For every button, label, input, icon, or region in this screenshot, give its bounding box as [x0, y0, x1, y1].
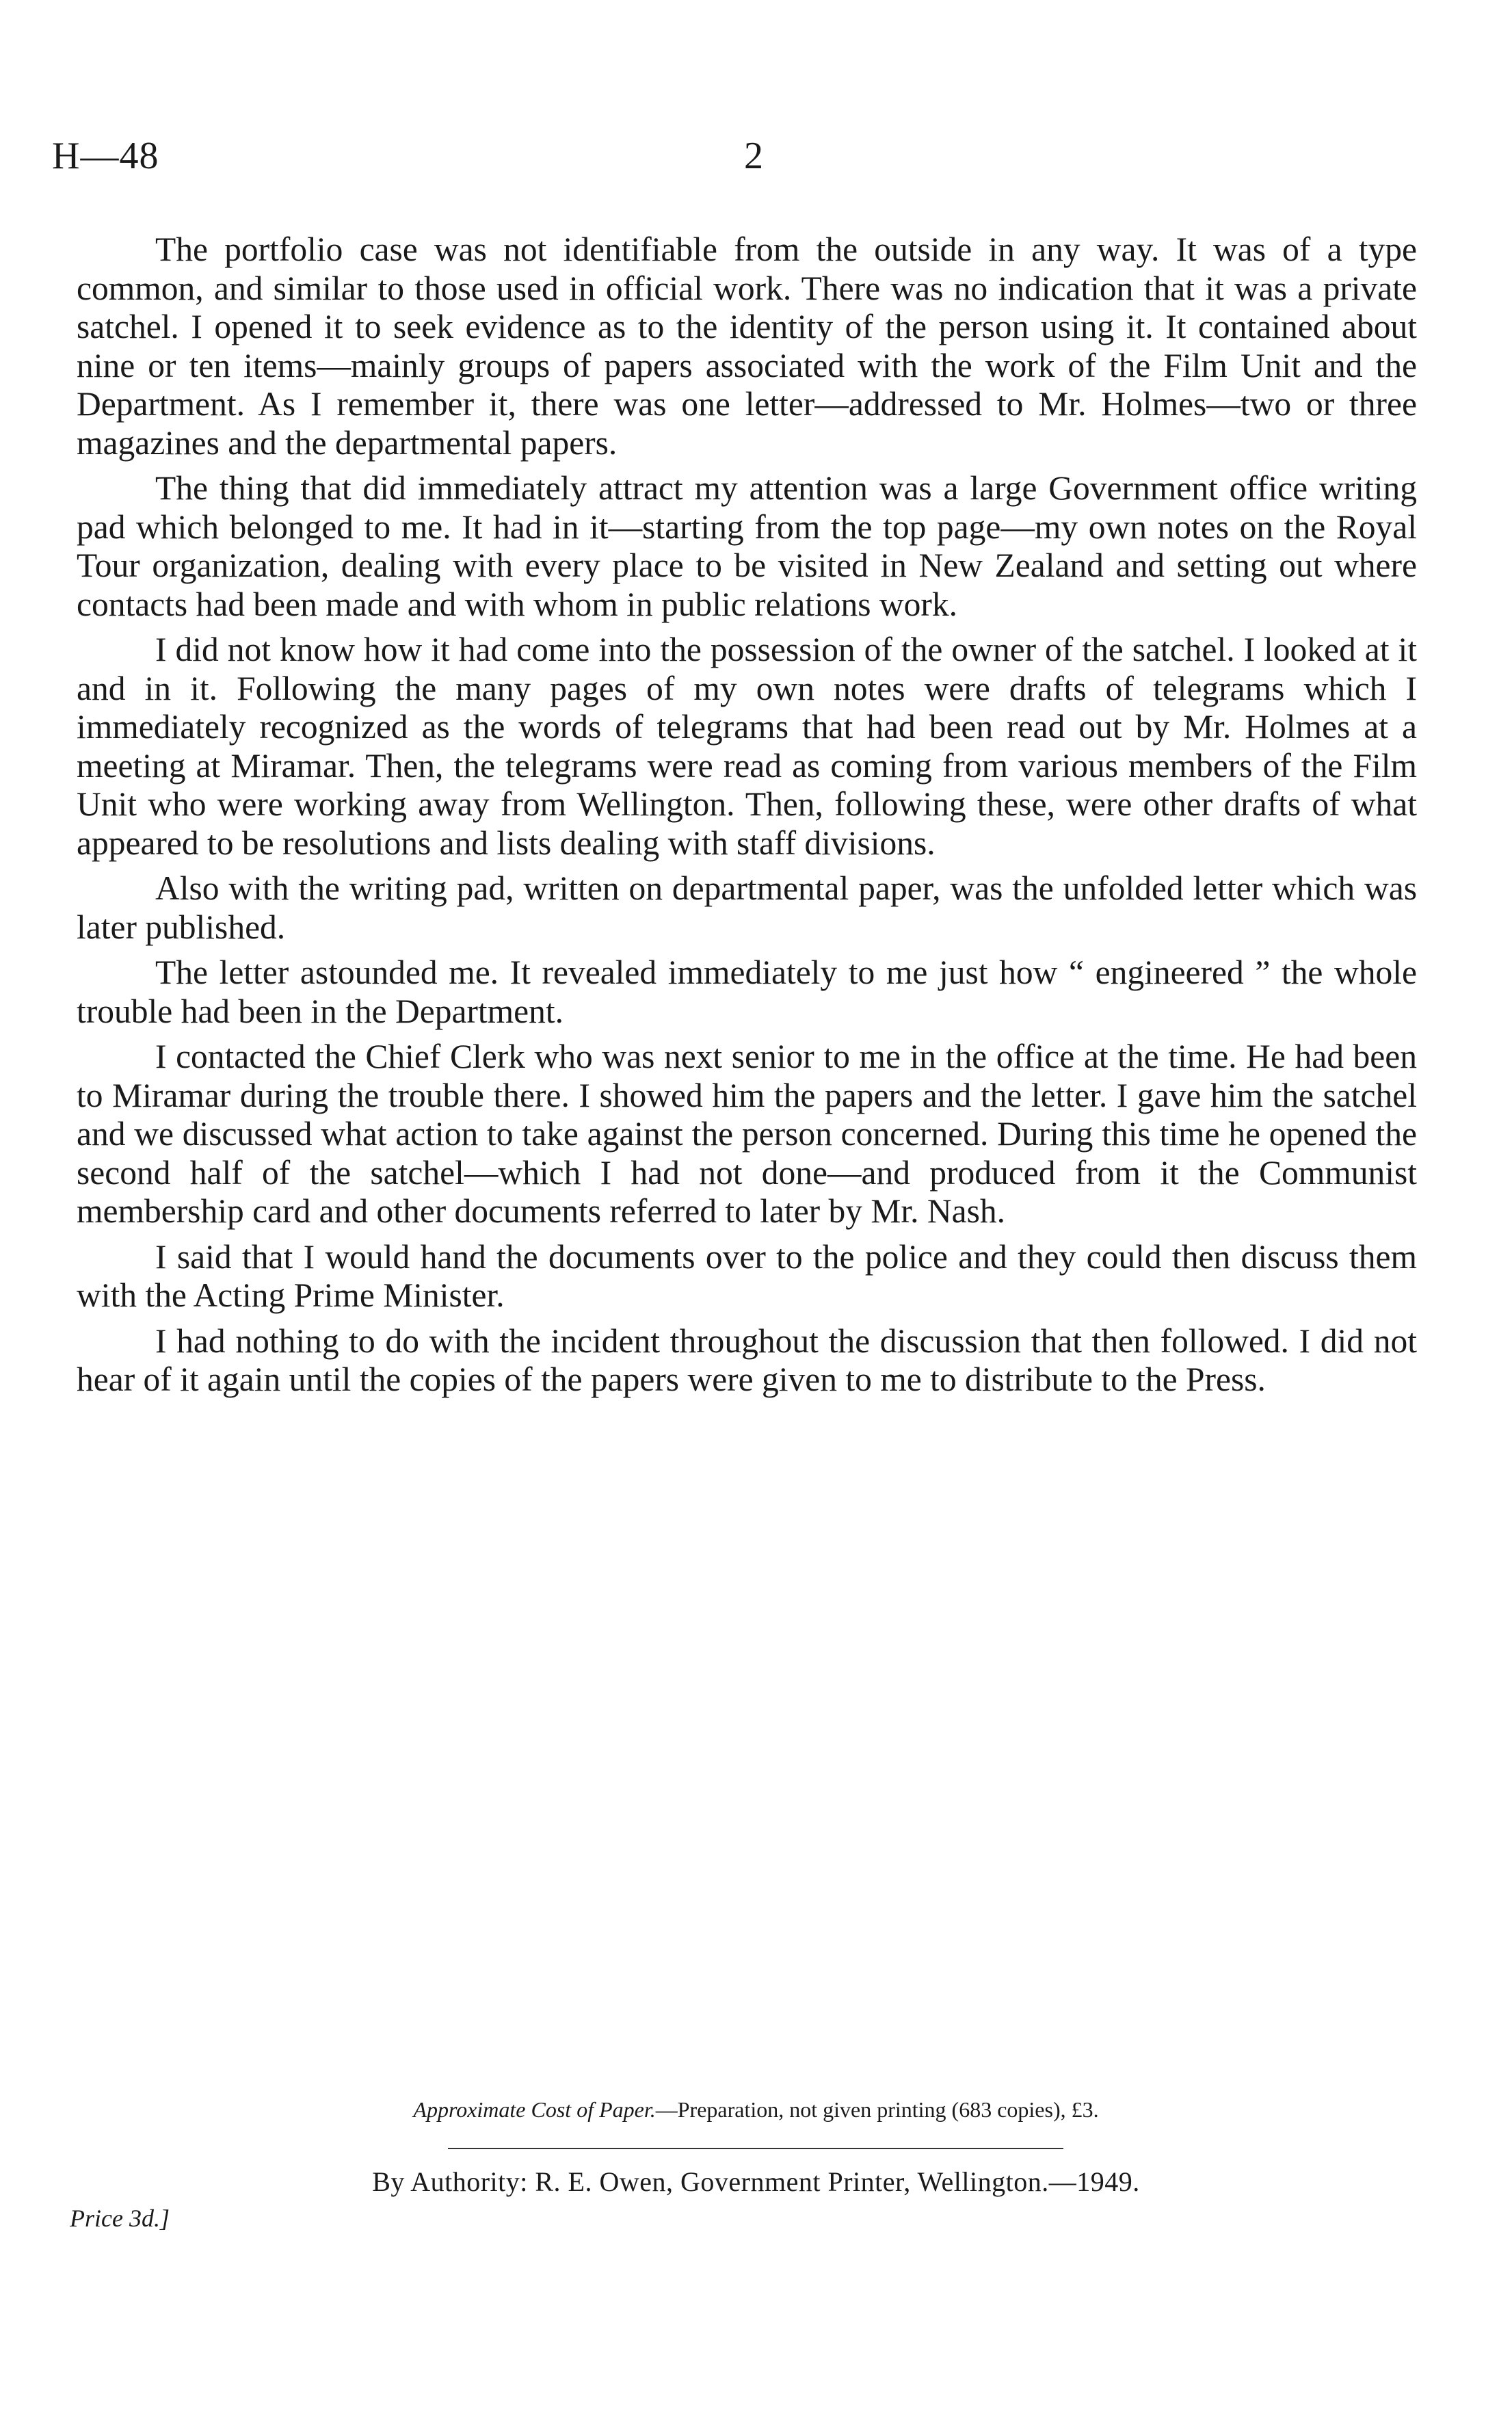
paragraph: I did not know how it had come into the possession of the owner of the satchel. I looked at it and in it. Following the many pages of my own notes were drafts of telegrams which I immediately recognized as the words of telegrams that had been read out by Mr. Holmes at a meeting at Miramar. Then, the telegrams were read as coming from various members of the Film Unit who were working away from Wellington. Then, following these, were other drafts of what appeared to be resolutions and lists dealing with staff divisions.	[77, 631, 1417, 862]
page-number: 2	[744, 135, 763, 177]
paragraph: I had nothing to do with the incident throughout the discussion that then followed. I did not hear of it again until the copies of the papers were given to me to distribute to the Press.	[77, 1322, 1417, 1398]
document-reference: H—48	[52, 135, 159, 177]
paragraph: The letter astounded me. It revealed immediately to me just how “ engineered ” the whole trouble had been in the Department.	[77, 954, 1417, 1030]
paragraph: The thing that did immediately attract my attention was a large Government office writing pad which belonged to me. It had in it—starting from the top page—my own notes on the Royal Tour organization, dealing with every place to be visited in New Zealand and setting out where contacts had been made and with whom in public relations work.	[77, 469, 1417, 623]
paragraph: Also with the writing pad, written on departmental paper, was the unfolded letter which was later published.	[77, 869, 1417, 946]
paragraph: I contacted the Chief Clerk who was next senior to me in the office at the time. He had been to Miramar during the trouble there. I showed him the papers and the letter. I gave him the satchel and we discussed what action to take against the person concerned. During this time he opened the second half of the satchel—which I had not done—and produced from it the Communist membership card and other documents referred to later by Mr. Nash.	[77, 1038, 1417, 1230]
price-note: Price 3d.]	[70, 2205, 170, 2232]
cost-note	[0, 2097, 1512, 2123]
footer-divider	[448, 2148, 1063, 2149]
paragraph: The portfolio case was not identifiable from the outside in any way. It was of a type common, and similar to those used in official work. There was no indication that it was a private satchel. I opened it to seek evidence as to the identity of the person using it. It contained about nine or ten items—mainly groups of papers associated with the work of the Film Unit and the Department. As I remember it, there was one letter—addressed to Mr. Holmes—two or three magazines and the departmental papers.	[77, 231, 1417, 462]
paragraph: I said that I would hand the documents over to the police and they could then discuss them with the Acting Prime Minister.	[77, 1237, 1417, 1314]
body-text	[77, 231, 1417, 1406]
cost-label: Approximate Cost of Paper.	[413, 2097, 656, 2122]
cost-text: —Preparation, not given printing (683 copies), £3.	[655, 2097, 1099, 2122]
printer-authority: By Authority: R. E. Owen, Government Printer, Wellington.—1949.	[372, 2166, 1140, 2197]
